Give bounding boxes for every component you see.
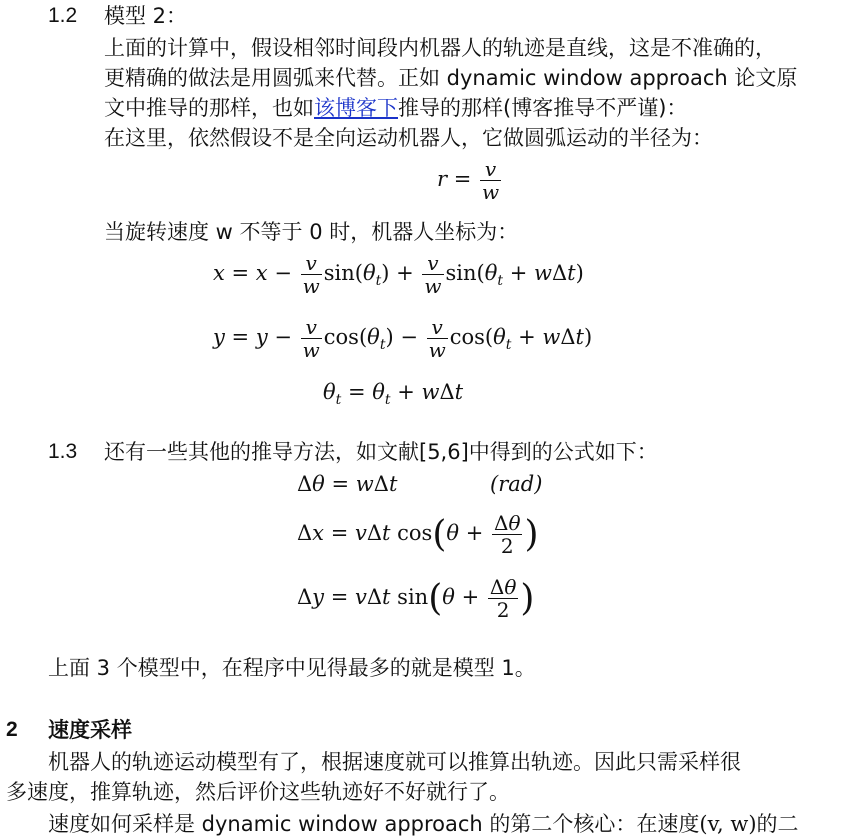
paragraph-line: 上面的计算中，假设相邻时间段内机器人的轨迹是直线，这是不准确的， xyxy=(104,36,776,60)
text-fragment: 的二 xyxy=(756,812,799,836)
paragraph-line: 在这里，依然假设不是全向运动机器人，它做圆弧运动的半径为： xyxy=(104,126,713,150)
equation-theta: $\theta_t = \theta_t + w\Delta t$ xyxy=(323,380,464,409)
unit-label: (rad) xyxy=(490,472,543,496)
equation-radius: r = $\frac{v}{w}$ xyxy=(437,157,500,204)
equation-delta-y: Δy = vΔt sin(θ + $\frac{\Delta\theta}{2}$ ) xyxy=(297,575,535,622)
paragraph-line: 当旋转速度 w 不等于 0 时，机器人坐标为： xyxy=(104,220,519,244)
text-fragment: 推导的那样(博客推导不严谨)： xyxy=(398,96,688,120)
section-1-2-number: 1.2 xyxy=(48,4,78,27)
equation-delta-x: Δx = vΔt cos(θ + $\frac{\Delta\theta}{2}$ ) xyxy=(297,511,539,558)
section-2-number: 2 xyxy=(6,718,18,741)
text-fragment: 文中推导的那样，也如 xyxy=(104,96,314,120)
paragraph-line: 更精确的做法是用圆弧来代替。正如 dynamic window approach 论文原 xyxy=(104,66,798,90)
equation-delta-theta: Δθ = wΔt xyxy=(297,472,398,496)
section-1-3-number: 1.3 xyxy=(48,440,78,463)
blog-link[interactable]: 该博客下 xyxy=(314,96,398,120)
summary-line: 上面 3 个模型中，在程序中见得最多的就是模型 1。 xyxy=(48,656,536,680)
section-1-3-text: 还有一些其他的推导方法，如文献[5,6]中得到的公式如下： xyxy=(104,440,658,464)
section-1-2-heading: 模型 2： xyxy=(104,4,188,28)
paragraph-line xyxy=(104,94,687,122)
equation-y: y = y − $\frac{v}{w}$ $\cos(\theta_t)$ − $\frac{v}{w}$ $\cos(\theta_t + w\Delta t)$ xyxy=(213,315,593,362)
paragraph-line: 机器人的轨迹运动模型有了，根据速度就可以推算出轨迹。因此只需采样很 xyxy=(48,750,741,774)
inline-math: (v, w) xyxy=(699,812,757,836)
text-fragment: 速度如何采样是 dynamic window approach 的第二个核心：在速度 xyxy=(48,812,700,836)
paragraph-line: 多速度，推算轨迹，然后评价这些轨迹好不好就行了。 xyxy=(6,780,510,804)
section-2-title: 速度采样 xyxy=(48,718,132,742)
equation-x: x = x − $\frac{v}{w}$ $\sin(\theta_t)$ + $\frac{v}{w}$ $\sin(\theta_t + w\Delta t)$ xyxy=(213,251,584,298)
paragraph-line xyxy=(48,810,799,838)
